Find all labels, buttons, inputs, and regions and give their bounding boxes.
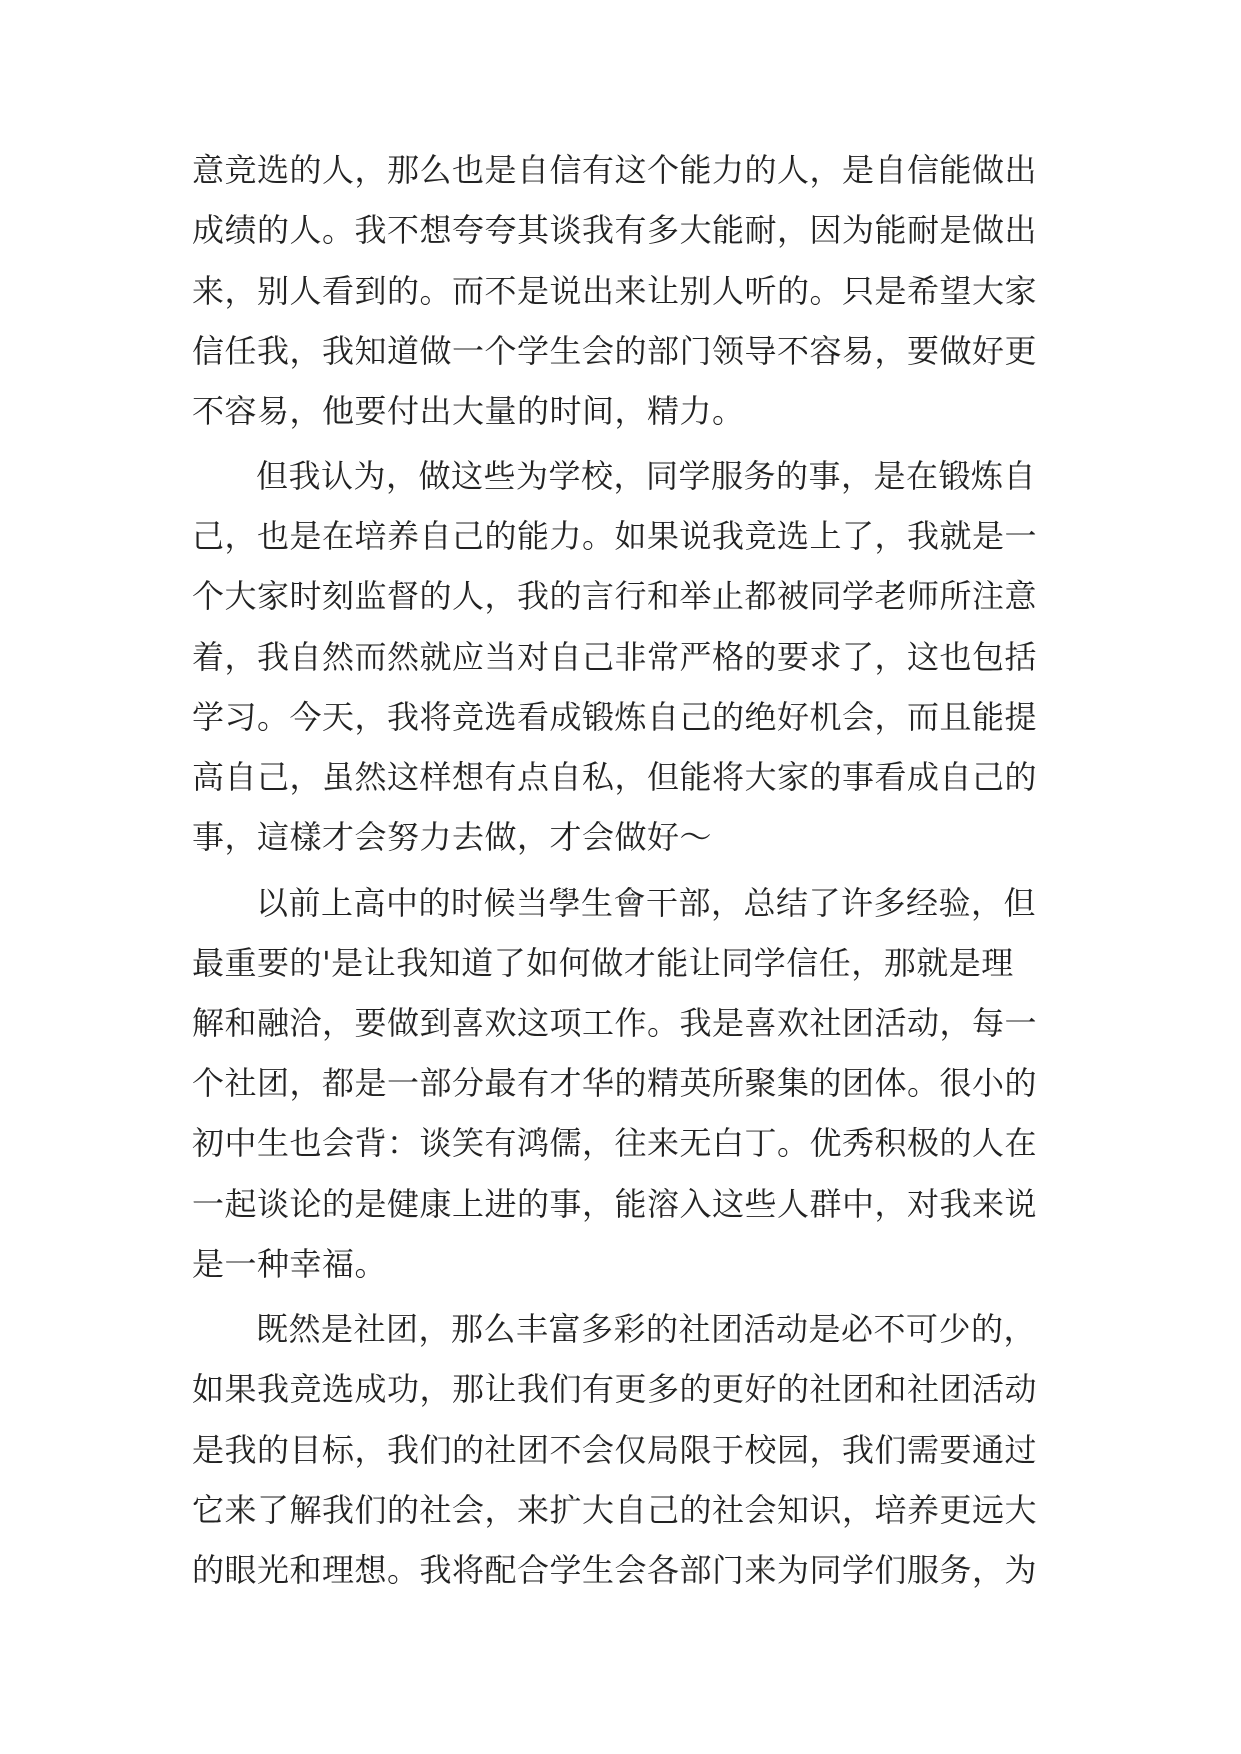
text-line: 最重要的'是让我知道了如何做才能让同学信任，那就是理 [192, 944, 1014, 982]
text-line: 是我的目标，我们的社团不会仅局限于校园，我们需要通过 [192, 1431, 1038, 1469]
text-line: 个社团，都是一部分最有才华的精英所聚集的团体。很小的 [192, 1064, 1038, 1102]
text-line: 来，别人看到的。而不是说出来让别人听的。只是希望大家 [192, 272, 1038, 310]
text-line: 不容易，他要付出大量的时间，精力。 [192, 392, 745, 430]
text-line: 事，這樣才会努力去做，才会做好～ [192, 818, 713, 856]
text-line: 一起谈论的是健康上进的事，能溶入这些人群中，对我来说 [192, 1185, 1038, 1223]
text-line: 着，我自然而然就应当对自己非常严格的要求了，这也包括 [192, 638, 1038, 676]
paragraph-first-line: 以前上高中的时候当學生會干部，总结了许多经验，但 [256, 884, 1037, 922]
text-line: 初中生也会背：谈笑有鸿儒，往来无白丁。优秀积极的人在 [192, 1124, 1038, 1162]
paragraph-first-line: 但我认为，做这些为学校，同学服务的事，是在锻炼自 [256, 457, 1037, 495]
text-line: 如果我竞选成功，那让我们有更多的更好的社团和社团活动 [192, 1370, 1038, 1408]
text-line: 的眼光和理想。我将配合学生会各部门来为同学们服务，为 [192, 1551, 1038, 1589]
paragraph-first-line: 既然是社团，那么丰富多彩的社团活动是必不可少的， [256, 1310, 1037, 1348]
text-line: 信任我，我知道做一个学生会的部门领导不容易，要做好更 [192, 332, 1038, 370]
text-line: 它来了解我们的社会，来扩大自己的社会知识，培养更远大 [192, 1491, 1038, 1529]
text-line: 是一种幸福。 [192, 1245, 388, 1283]
text-line: 解和融洽，要做到喜欢这项工作。我是喜欢社团活动，每一 [192, 1004, 1038, 1042]
text-line: 高自己，虽然这样想有点自私，但能将大家的事看成自己的 [192, 758, 1038, 796]
text-line: 个大家时刻监督的人，我的言行和举止都被同学老师所注意 [192, 577, 1038, 615]
text-line: 意竞选的人，那么也是自信有这个能力的人，是自信能做出 [192, 151, 1038, 189]
text-line: 学习。今天，我将竞选看成锻炼自己的绝好机会，而且能提 [192, 698, 1038, 736]
text-line: 己，也是在培养自己的能力。如果说我竞选上了，我就是一 [192, 517, 1038, 555]
text-line: 成绩的人。我不想夸夸其谈我有多大能耐，因为能耐是做出 [192, 211, 1038, 249]
